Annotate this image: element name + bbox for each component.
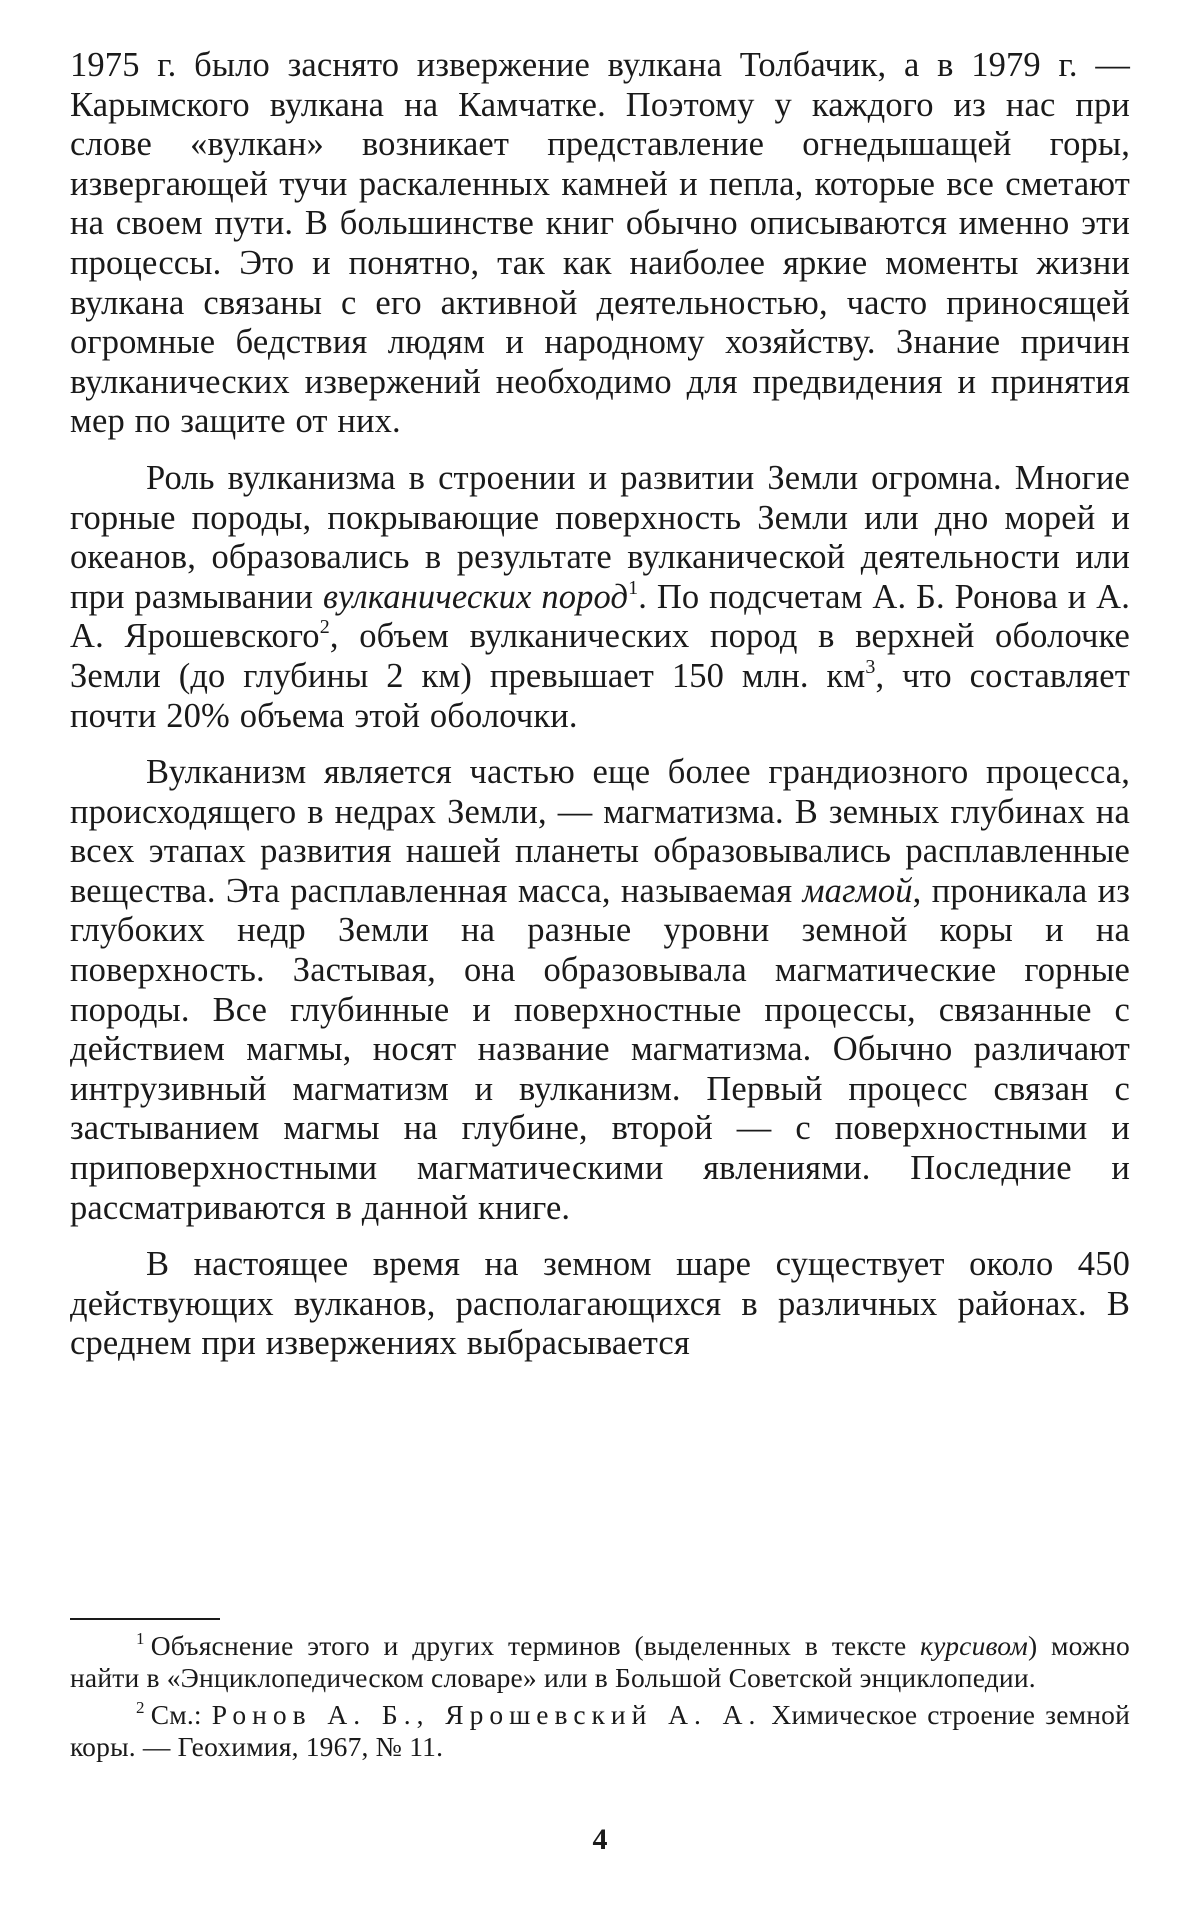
paragraph-italic-term: вулканических пород	[322, 577, 629, 616]
paragraph-italic-term: магмой	[802, 871, 913, 910]
footnote-reference: 1	[628, 576, 639, 599]
paragraph-text: . По подсчетам А. Б. Ронова и А. А. Ярошевского	[70, 577, 1130, 656]
paragraph-text: 1975 г. было заснято извержение вулкана Толбачик, а в 1979 г. — Карымского вулкана на Камчатке. Поэтому у каждого из нас при слове «вулкан» возникает представление огнедышащей горы, извергающей тучи раскаленных камней и пепла, которые все сметают на своем пути. В большинстве книг обычно описываются именно эти процессы. Это и понятно, так как наиболее яркие моменты жизни вулкана связаны с его активной деятельностью, часто приносящей огромные бедствия людям и народному хозяйству. Знание причин вулканических извержений необходимо для предвидения и принятия мер по защите от них.	[70, 46, 1130, 441]
footnote-marker: 1	[136, 1629, 145, 1648]
paragraph-text: , объем вулканических пород в верхней оболочке Земли (до глубины 2 км) превышает 150 млн. км	[70, 617, 1130, 695]
footnote-marker: 2	[136, 1698, 145, 1717]
footnote-1	[70, 1630, 1130, 1693]
paragraph-4	[70, 1245, 1130, 1364]
paragraph-3	[70, 753, 1130, 1228]
page-number: 4	[592, 1823, 608, 1856]
footnotes	[70, 1630, 1130, 1762]
paragraph-1	[70, 46, 1130, 442]
footnote-italic-term: курсивом	[920, 1630, 1028, 1661]
paragraph-2	[70, 459, 1130, 736]
paragraph-text: , что составляет почти 20% объема этой оболочки.	[70, 656, 1130, 735]
footnote-text: Химическое строение земной коры. — Геохимия, 1967, № 11.	[70, 1699, 1130, 1762]
footnote-text: Объяснение этого и других терминов (выделенных в тексте	[150, 1630, 921, 1661]
paragraph-text: В настоящее время на земном шаре существует около 450 действующих вулканов, располагающихся в различных районах. В среднем при извержениях выбрасывается	[70, 1245, 1130, 1363]
footnote-text: См.:	[150, 1699, 212, 1730]
footnote-divider	[70, 1618, 220, 1620]
footnote-author-names: Ронов А. Б., Ярошевский А. А.	[211, 1699, 762, 1730]
footnote-reference: 3	[865, 655, 876, 678]
paragraph-text: , проникала из глубоких недр Земли на разные уровни земной коры и на поверхность. Застывая, она образовывала магматические горные породы. Все глубинные и поверхностные процессы, связанные с действием магмы, носят название магматизма. Обычно различают интрузивный магматизм и вулканизм. Первый процесс связан с застыванием магмы на глубине, второй — с поверхностными и приповерхностными магматическими явлениями. Последние и рассматриваются в данной книге.	[70, 871, 1131, 1227]
paragraph-text: Роль вулканизма в строении и развитии Земли огромна. Многие горные породы, покрывающие поверхность Земли или дно морей и океанов, образовались в результате вулканической деятельности или при размывании	[70, 458, 1130, 616]
footnote-text: ) можно найти в «Энциклопедическом словаре» или в Большой Советской энциклопедии.	[70, 1630, 1130, 1693]
footnote-2	[70, 1699, 1130, 1762]
paragraph-text: Вулканизм является частью еще более грандиозного процесса, происходящего в недрах Земли, — магматизма. В земных глубинах на всех этапах развития нашей планеты образовывались расплавленные вещества. Эта расплавленная масса, называемая	[70, 753, 1130, 910]
footnote-reference: 2	[319, 616, 330, 639]
main-text	[70, 46, 1130, 1364]
